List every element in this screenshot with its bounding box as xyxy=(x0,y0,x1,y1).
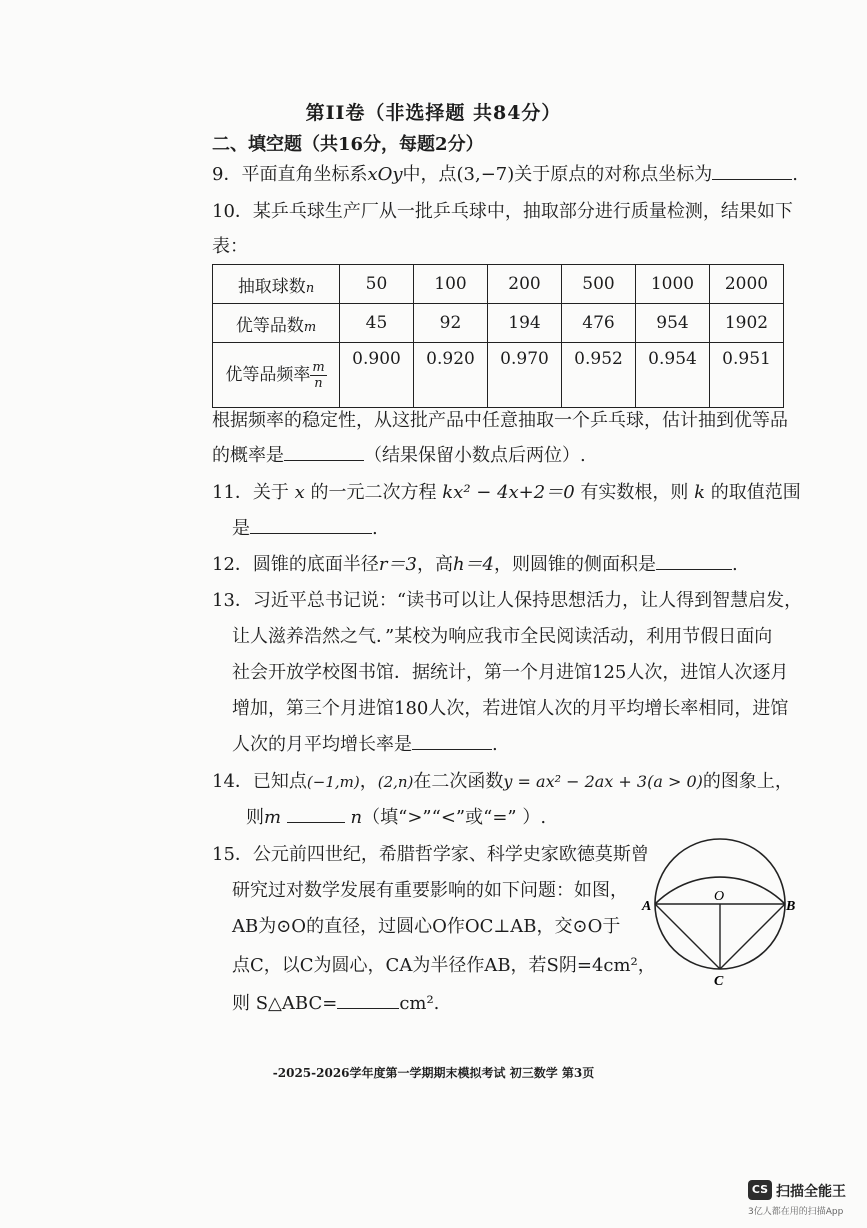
label-a: A xyxy=(642,899,652,914)
question-9: 9．平面直角坐标系xOy中，点(3,−7)关于原点的对称点坐标为 . xyxy=(212,164,799,185)
table-row: 优等品频率 $\frac{m}{n}$ 0.900 0.920 0.970 0.952 0.954 0.951 xyxy=(213,343,784,408)
question-15-line3: AB为⊙O的直径，过圆心O作OC⊥AB，交⊙O于 xyxy=(232,916,621,937)
label-b: B xyxy=(786,899,796,914)
page-footer: -2025-2026学年度第一学期期末模拟考试 初三数学 第3页 xyxy=(272,1066,595,1080)
question-15-line2: 研究过对数学发展有重要影响的如下问题：如图， xyxy=(232,880,628,901)
answer-blank[interactable] xyxy=(284,444,364,461)
question-12: 12．圆锥的底面半径r＝3，高h＝4，则圆锥的侧面积是 . xyxy=(212,554,738,575)
question-13-line2: 让人滋养浩然之气．”某校为响应我市全民阅读活动，利用节假日面向 xyxy=(232,626,773,647)
question-10-line2: 表： xyxy=(212,236,248,257)
question-13-line3: 社会开放学校图书馆．据统计，第一个月进馆125人次，进馆人次逐月 xyxy=(232,662,789,683)
question-14-line2: 则m n（填“>”“<”或“=” ）. xyxy=(246,807,547,828)
scanner-logo-icon: CS xyxy=(748,1180,772,1200)
section-title: 第II卷（非选择题 共84分） xyxy=(305,102,562,124)
answer-blank[interactable] xyxy=(412,733,492,750)
part-title: 二、填空题（共16分，每题2分） xyxy=(212,134,484,155)
segment-cb xyxy=(720,904,785,969)
scanner-watermark xyxy=(748,1180,854,1220)
quality-table xyxy=(212,264,784,408)
question-13-line1: 13．习近平总书记说：“读书可以让人保持思想活力，让人得到智慧启发， xyxy=(212,590,803,611)
circle-diagram xyxy=(640,832,800,992)
segment-ca xyxy=(655,904,720,969)
scanner-slogan: 3亿人都在用的扫描App xyxy=(748,1207,844,1217)
question-15-line5: 则 S△ABC= cm². xyxy=(232,993,440,1014)
answer-blank[interactable] xyxy=(250,517,372,534)
answer-blank[interactable] xyxy=(337,992,399,1009)
question-15-line4: 点C，以C为圆心，CA为半径作AB，若S阴=4cm²， xyxy=(232,955,656,976)
question-13-line5: 人次的月平均增长率是 . xyxy=(232,734,498,755)
table-row: 抽取球数n 50 100 200 500 1000 2000 xyxy=(213,265,784,304)
answer-blank[interactable] xyxy=(287,806,345,823)
question-13-line4: 增加，第三个月进馆180人次，若进馆人次的月平均增长率相同，进馆 xyxy=(232,698,789,719)
question-10-line1: 10．某乒乓球生产厂从一批乒乓球中，抽取部分进行质量检测，结果如下 xyxy=(212,201,793,222)
answer-blank[interactable] xyxy=(656,553,732,570)
question-14: 14．已知点(−1,m)，(2,n)在二次函数y = ax² − 2ax + 3(a > 0)的图象上， xyxy=(212,771,793,792)
question-10-after2: 的概率是 （结果保留小数点后两位）. xyxy=(212,445,586,466)
question-15-line1: 15．公元前四世纪，希腊哲学家、科学史家欧德莫斯曾 xyxy=(212,844,649,865)
label-o: O xyxy=(714,889,725,904)
question-11: 11．关于 x 的一元二次方程 kx² − 4x+2＝0 有实数根，则 k 的取值范围 xyxy=(212,482,801,503)
question-10-after1: 根据频率的稳定性，从这批产品中任意抽取一个乒乓球，估计抽到优等品 xyxy=(212,410,788,431)
scanner-name: 扫描全能王 xyxy=(776,1184,846,1200)
question-11-line2: 是 . xyxy=(232,518,378,539)
table-row: 优等品数m 45 92 194 476 954 1902 xyxy=(213,304,784,343)
answer-blank[interactable] xyxy=(712,163,792,180)
label-c: C xyxy=(714,974,724,989)
